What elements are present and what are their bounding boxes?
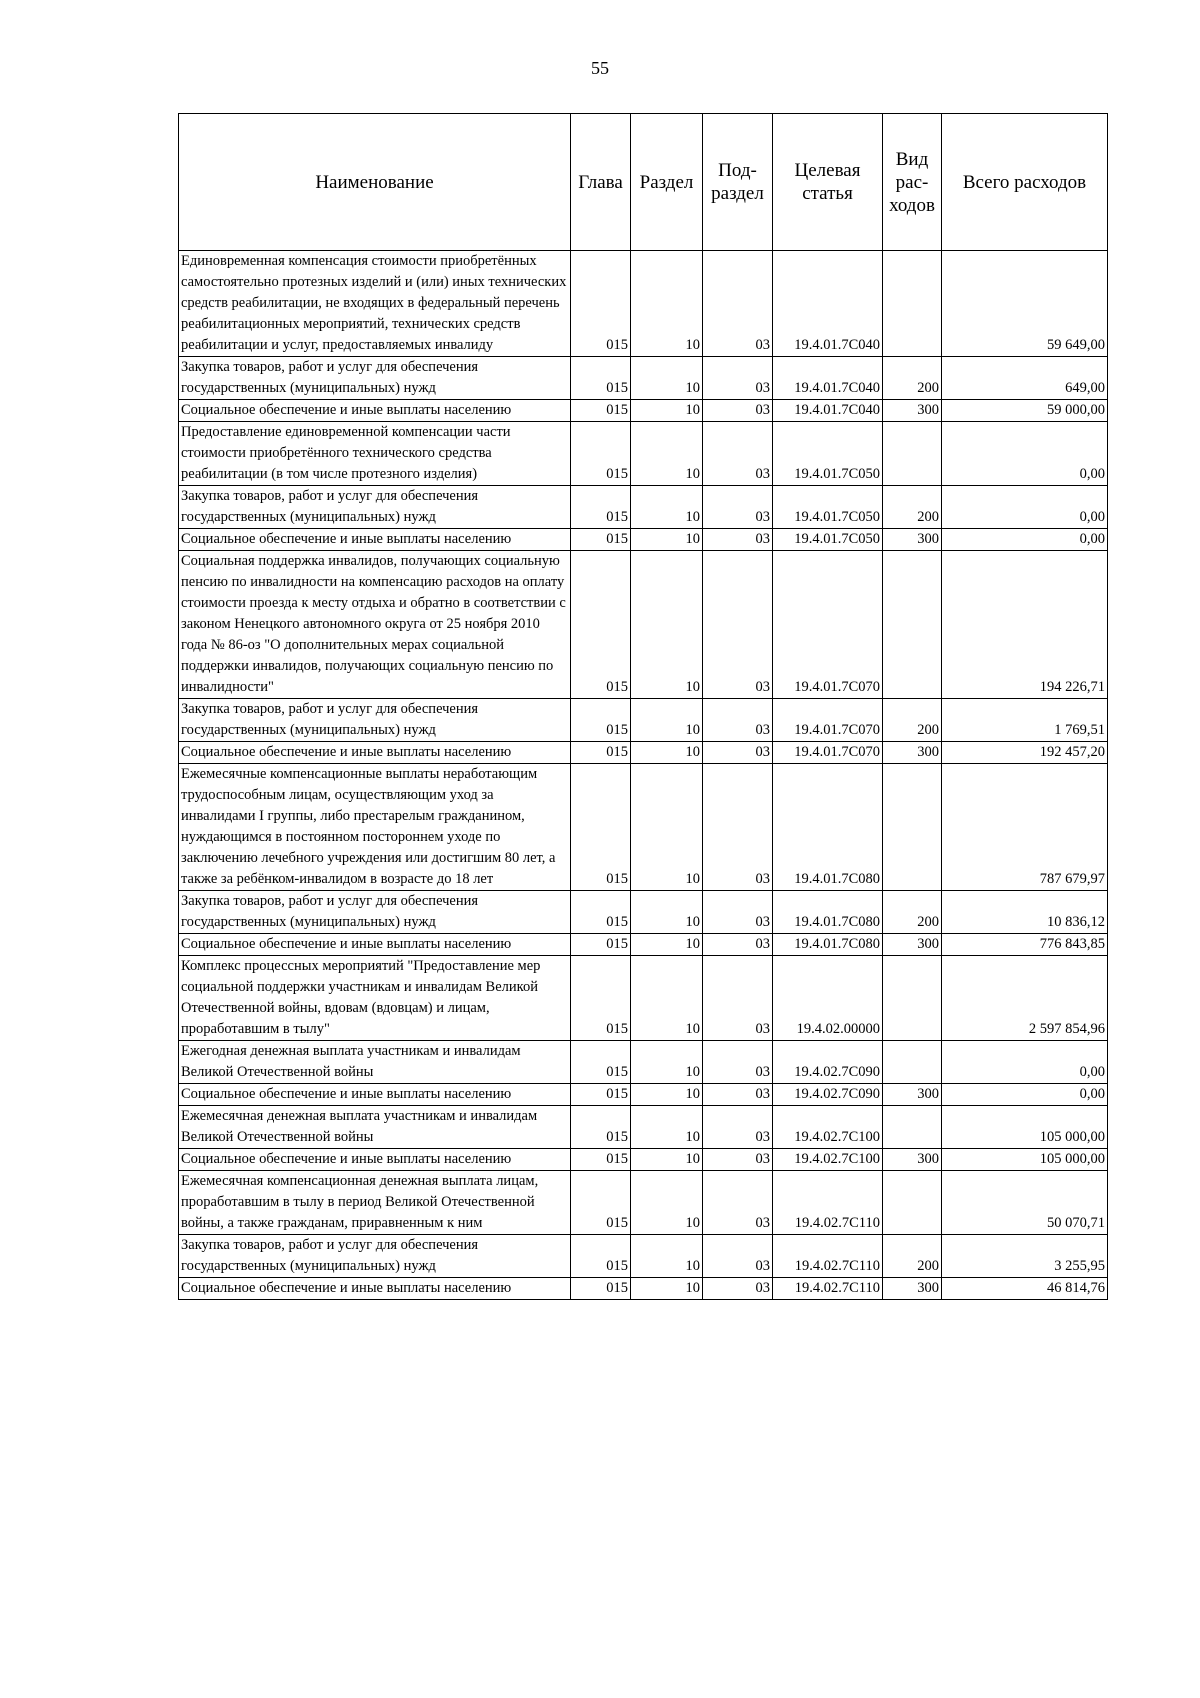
table-row — [179, 1106, 1108, 1149]
cell-vid-rashodov: 200 — [883, 357, 942, 400]
table-row — [179, 357, 1108, 400]
cell-celevaya-statya: 19.4.02.7C110 — [773, 1171, 883, 1235]
cell-vid-rashodov — [883, 1106, 942, 1149]
cell-glava: 015 — [571, 400, 631, 422]
cell-name: Ежемесячная денежная выплата участникам и инвалидам Великой Отечественной войны — [179, 1106, 571, 1149]
cell-glava: 015 — [571, 1041, 631, 1084]
cell-razdel: 10 — [631, 1041, 703, 1084]
cell-razdel: 10 — [631, 486, 703, 529]
cell-vid-rashodov: 200 — [883, 891, 942, 934]
cell-total: 649,00 — [942, 357, 1108, 400]
cell-podrazdel: 03 — [703, 251, 773, 357]
table-row — [179, 1149, 1108, 1171]
cell-celevaya-statya: 19.4.01.7C070 — [773, 699, 883, 742]
cell-glava: 015 — [571, 891, 631, 934]
cell-total: 10 836,12 — [942, 891, 1108, 934]
table-header-row — [179, 114, 1108, 251]
cell-total: 194 226,71 — [942, 551, 1108, 699]
table-row — [179, 486, 1108, 529]
cell-podrazdel: 03 — [703, 699, 773, 742]
cell-total: 0,00 — [942, 1041, 1108, 1084]
cell-celevaya-statya: 19.4.01.7C070 — [773, 551, 883, 699]
cell-razdel: 10 — [631, 422, 703, 486]
cell-celevaya-statya: 19.4.01.7C070 — [773, 742, 883, 764]
table-row — [179, 956, 1108, 1041]
cell-name: Ежемесячная компенсационная денежная выплата лицам, проработавшим в тылу в период Великой Отечественной войны, а также гражданам, приравненным к ним — [179, 1171, 571, 1235]
cell-vid-rashodov: 300 — [883, 1084, 942, 1106]
cell-celevaya-statya: 19.4.02.7C090 — [773, 1084, 883, 1106]
cell-total: 50 070,71 — [942, 1171, 1108, 1235]
cell-name: Закупка товаров, работ и услуг для обеспечения государственных (муниципальных) нужд — [179, 891, 571, 934]
cell-celevaya-statya: 19.4.01.7C080 — [773, 934, 883, 956]
cell-glava: 015 — [571, 1171, 631, 1235]
cell-razdel: 10 — [631, 1235, 703, 1278]
table-row — [179, 251, 1108, 357]
cell-vid-rashodov — [883, 956, 942, 1041]
cell-podrazdel: 03 — [703, 400, 773, 422]
cell-razdel: 10 — [631, 956, 703, 1041]
cell-glava: 015 — [571, 1278, 631, 1300]
cell-podrazdel: 03 — [703, 934, 773, 956]
cell-vid-rashodov: 200 — [883, 486, 942, 529]
cell-podrazdel: 03 — [703, 1278, 773, 1300]
table-row — [179, 764, 1108, 891]
cell-razdel: 10 — [631, 934, 703, 956]
cell-razdel: 10 — [631, 1084, 703, 1106]
cell-glava: 015 — [571, 1106, 631, 1149]
table-row — [179, 1171, 1108, 1235]
cell-glava: 015 — [571, 1235, 631, 1278]
cell-razdel: 10 — [631, 699, 703, 742]
table-row — [179, 1084, 1108, 1106]
header-podrazdel: Под-раздел — [703, 114, 773, 251]
cell-name: Социальное обеспечение и иные выплаты населению — [179, 1084, 571, 1106]
cell-glava: 015 — [571, 934, 631, 956]
cell-podrazdel: 03 — [703, 529, 773, 551]
cell-glava: 015 — [571, 529, 631, 551]
table-row — [179, 529, 1108, 551]
cell-total: 105 000,00 — [942, 1106, 1108, 1149]
cell-glava: 015 — [571, 422, 631, 486]
cell-podrazdel: 03 — [703, 1106, 773, 1149]
cell-total: 59 649,00 — [942, 251, 1108, 357]
cell-vid-rashodov: 300 — [883, 1149, 942, 1171]
table-body — [179, 251, 1108, 1300]
cell-podrazdel: 03 — [703, 1235, 773, 1278]
cell-vid-rashodov: 200 — [883, 699, 942, 742]
cell-razdel: 10 — [631, 1106, 703, 1149]
cell-glava: 015 — [571, 486, 631, 529]
cell-total: 0,00 — [942, 1084, 1108, 1106]
cell-vid-rashodov: 300 — [883, 934, 942, 956]
cell-name: Социальное обеспечение и иные выплаты населению — [179, 1278, 571, 1300]
cell-name: Социальное обеспечение и иные выплаты населению — [179, 934, 571, 956]
cell-podrazdel: 03 — [703, 742, 773, 764]
cell-name: Ежегодная денежная выплата участникам и инвалидам Великой Отечественной войны — [179, 1041, 571, 1084]
table-row — [179, 551, 1108, 699]
cell-name: Социальное обеспечение и иные выплаты населению — [179, 529, 571, 551]
cell-celevaya-statya: 19.4.01.7C040 — [773, 400, 883, 422]
cell-podrazdel: 03 — [703, 1171, 773, 1235]
cell-name: Закупка товаров, работ и услуг для обеспечения государственных (муниципальных) нужд — [179, 699, 571, 742]
cell-name: Социальная поддержка инвалидов, получающих социальную пенсию по инвалидности на компенсацию расходов на оплату стоимости проезда к месту отдыха и обратно в соответствии с законом Ненецкого автономного округа от 25 ноября 2010 года № 86-оз "О дополнительных мерах социальной поддержки инвалидов, получающих социальную пенсию по инвалидности" — [179, 551, 571, 699]
cell-celevaya-statya: 19.4.01.7C050 — [773, 422, 883, 486]
cell-razdel: 10 — [631, 742, 703, 764]
cell-glava: 015 — [571, 764, 631, 891]
cell-celevaya-statya: 19.4.02.7C110 — [773, 1235, 883, 1278]
cell-razdel: 10 — [631, 1278, 703, 1300]
cell-podrazdel: 03 — [703, 1041, 773, 1084]
header-glava: Глава — [571, 114, 631, 251]
cell-total: 46 814,76 — [942, 1278, 1108, 1300]
cell-podrazdel: 03 — [703, 551, 773, 699]
cell-vid-rashodov: 300 — [883, 400, 942, 422]
cell-celevaya-statya: 19.4.02.7C100 — [773, 1149, 883, 1171]
cell-podrazdel: 03 — [703, 486, 773, 529]
cell-celevaya-statya: 19.4.01.7C080 — [773, 891, 883, 934]
cell-razdel: 10 — [631, 357, 703, 400]
budget-table — [178, 113, 1108, 1300]
header-razdel: Раздел — [631, 114, 703, 251]
cell-total: 776 843,85 — [942, 934, 1108, 956]
cell-razdel: 10 — [631, 251, 703, 357]
cell-podrazdel: 03 — [703, 891, 773, 934]
header-celevaya-statya: Целевая статья — [773, 114, 883, 251]
cell-glava: 015 — [571, 1084, 631, 1106]
cell-podrazdel: 03 — [703, 357, 773, 400]
cell-podrazdel: 03 — [703, 422, 773, 486]
cell-vid-rashodov: 300 — [883, 1278, 942, 1300]
cell-razdel: 10 — [631, 891, 703, 934]
cell-total: 0,00 — [942, 529, 1108, 551]
cell-name: Социальное обеспечение и иные выплаты населению — [179, 742, 571, 764]
table-row — [179, 742, 1108, 764]
cell-razdel: 10 — [631, 1171, 703, 1235]
cell-celevaya-statya: 19.4.02.00000 — [773, 956, 883, 1041]
page-number: 55 — [591, 58, 609, 78]
cell-name: Ежемесячные компенсационные выплаты неработающим трудоспособным лицам, осуществляющим уход за инвалидами I группы, либо престарелым гражданином, нуждающимся в постоянном постороннем уходе по заключению лечебного учреждения или достигшим 80 лет, а также за ребёнком-инвалидом в возрасте до 18 лет — [179, 764, 571, 891]
cell-total: 0,00 — [942, 422, 1108, 486]
cell-razdel: 10 — [631, 400, 703, 422]
cell-vid-rashodov — [883, 551, 942, 699]
cell-vid-rashodov: 200 — [883, 1235, 942, 1278]
cell-glava: 015 — [571, 956, 631, 1041]
table-row — [179, 400, 1108, 422]
cell-celevaya-statya: 19.4.02.7C090 — [773, 1041, 883, 1084]
cell-name: Закупка товаров, работ и услуг для обеспечения государственных (муниципальных) нужд — [179, 1235, 571, 1278]
table-row — [179, 1041, 1108, 1084]
header-vid-rashodov: Вид рас-ходов — [883, 114, 942, 251]
header-total: Всего расходов — [942, 114, 1108, 251]
cell-podrazdel: 03 — [703, 1149, 773, 1171]
table-row — [179, 1235, 1108, 1278]
table-row — [179, 422, 1108, 486]
cell-vid-rashodov — [883, 764, 942, 891]
cell-celevaya-statya: 19.4.02.7C100 — [773, 1106, 883, 1149]
cell-glava: 015 — [571, 357, 631, 400]
cell-glava: 015 — [571, 699, 631, 742]
cell-celevaya-statya: 19.4.02.7C110 — [773, 1278, 883, 1300]
cell-total: 3 255,95 — [942, 1235, 1108, 1278]
cell-vid-rashodov: 300 — [883, 529, 942, 551]
table-row — [179, 934, 1108, 956]
table-row — [179, 891, 1108, 934]
cell-celevaya-statya: 19.4.01.7C080 — [773, 764, 883, 891]
cell-total: 105 000,00 — [942, 1149, 1108, 1171]
cell-name: Закупка товаров, работ и услуг для обеспечения государственных (муниципальных) нужд — [179, 357, 571, 400]
cell-total: 787 679,97 — [942, 764, 1108, 891]
cell-celevaya-statya: 19.4.01.7C040 — [773, 357, 883, 400]
cell-razdel: 10 — [631, 551, 703, 699]
cell-total: 192 457,20 — [942, 742, 1108, 764]
cell-glava: 015 — [571, 551, 631, 699]
cell-name: Предоставление единовременной компенсации части стоимости приобретённого технического средства реабилитации (в том числе протезного изделия) — [179, 422, 571, 486]
cell-name: Социальное обеспечение и иные выплаты населению — [179, 400, 571, 422]
cell-razdel: 10 — [631, 529, 703, 551]
cell-podrazdel: 03 — [703, 956, 773, 1041]
cell-vid-rashodov — [883, 422, 942, 486]
cell-total: 2 597 854,96 — [942, 956, 1108, 1041]
table-row — [179, 699, 1108, 742]
header-name: Наименование — [179, 114, 571, 251]
cell-name: Социальное обеспечение и иные выплаты населению — [179, 1149, 571, 1171]
cell-name: Единовременная компенсация стоимости приобретённых самостоятельно протезных изделий и (или) иных технических средств реабилитации, не входящих в федеральный перечень реабилитационных мероприятий, технических средств реабилитации и услуг, предоставляемых инвалиду — [179, 251, 571, 357]
cell-name: Закупка товаров, работ и услуг для обеспечения государственных (муниципальных) нужд — [179, 486, 571, 529]
cell-celevaya-statya: 19.4.01.7C040 — [773, 251, 883, 357]
cell-total: 0,00 — [942, 486, 1108, 529]
cell-name: Комплекс процессных мероприятий "Предоставление мер социальной поддержки участникам и инвалидам Великой Отечественной войны, вдовам (вдовцам) и лицам, проработавшим в тылу" — [179, 956, 571, 1041]
cell-glava: 015 — [571, 1149, 631, 1171]
cell-podrazdel: 03 — [703, 764, 773, 891]
cell-total: 59 000,00 — [942, 400, 1108, 422]
cell-vid-rashodov — [883, 1171, 942, 1235]
cell-vid-rashodov — [883, 251, 942, 357]
cell-celevaya-statya: 19.4.01.7C050 — [773, 529, 883, 551]
table-row — [179, 1278, 1108, 1300]
cell-glava: 015 — [571, 251, 631, 357]
cell-vid-rashodov: 300 — [883, 742, 942, 764]
cell-celevaya-statya: 19.4.01.7C050 — [773, 486, 883, 529]
cell-razdel: 10 — [631, 764, 703, 891]
cell-podrazdel: 03 — [703, 1084, 773, 1106]
cell-glava: 015 — [571, 742, 631, 764]
cell-vid-rashodov — [883, 1041, 942, 1084]
cell-razdel: 10 — [631, 1149, 703, 1171]
cell-total: 1 769,51 — [942, 699, 1108, 742]
